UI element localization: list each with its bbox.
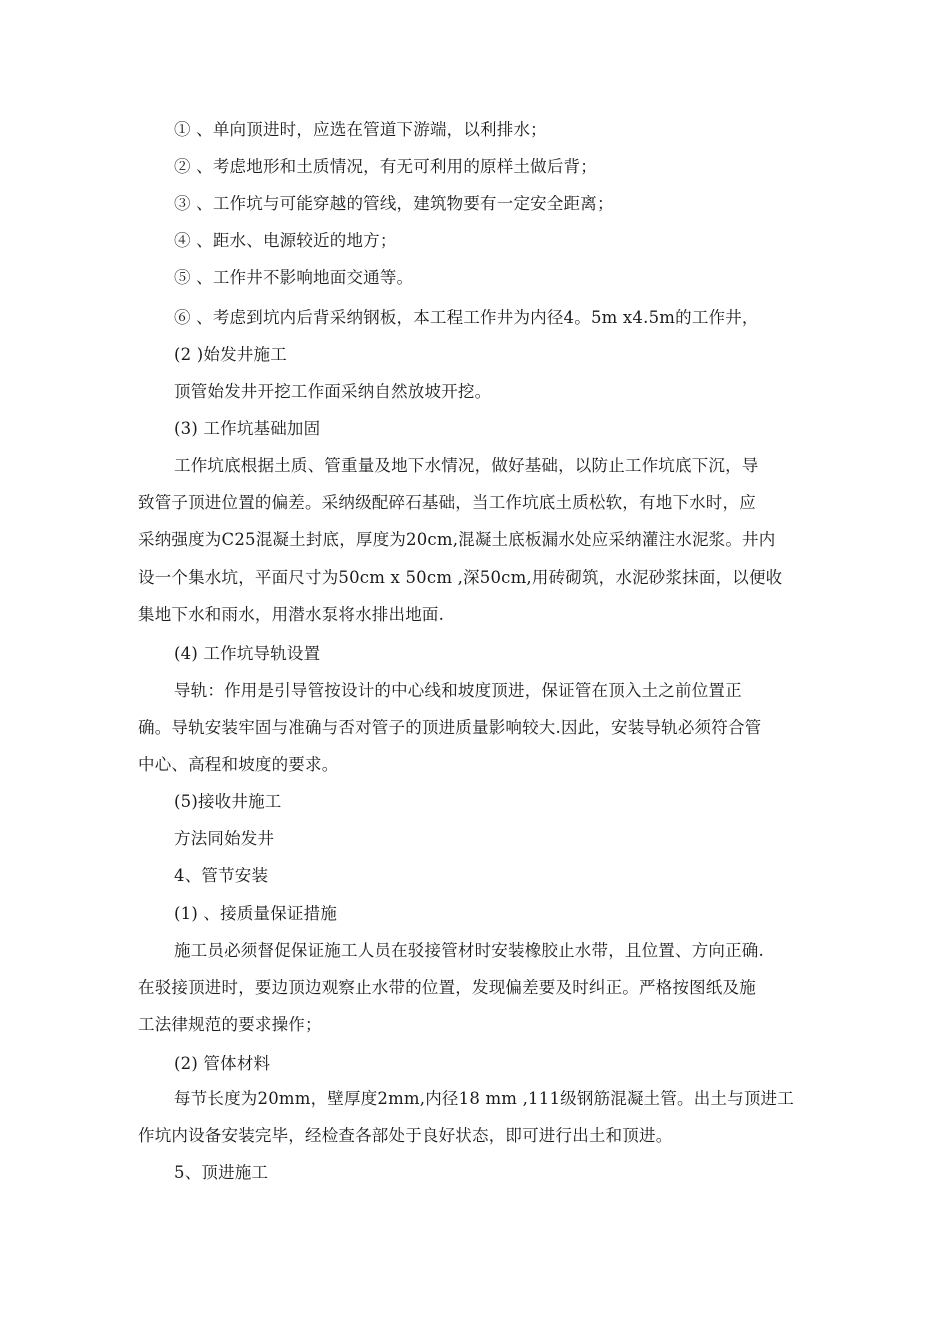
paragraph-line: 设一个集水坑，平面尺寸为50cm x 50cm ,深50cm,用砖砌筑，水泥砂浆抹面，以便收: [138, 568, 783, 587]
paragraph-line: 每节长度为20mm，壁厚度2mm,内径18 mm ,111级钢筋混凝土管。出土与顶进工: [174, 1089, 794, 1108]
paragraph-line: 施工员必须督促保证施工人员在驳接管材时安装橡胶止水带，且位置、方向正确.: [174, 941, 764, 960]
paragraph-line: 方法同始发井: [174, 829, 275, 848]
list-item-6: ⑥ 、考虑到坑内后背采纳钢板，本工程工作井为内径4。5m x4.5m的工作井，: [174, 308, 759, 327]
paragraph-line: 工作坑底根据土质、管重量及地下水情况，做好基础，以防止工作坑底下沉，导: [174, 456, 759, 475]
section-heading-5: (5)接收井施工: [174, 792, 282, 811]
list-item-1: ① 、单向顶进时，应选在管道下游端，以利排水；: [174, 120, 547, 139]
paragraph-line: 工法律规范的要求操作；: [138, 1015, 322, 1034]
paragraph-line: 中心、高程和坡度的要求。: [138, 755, 339, 774]
paragraph-line: 在驳接顶进时，要边顶边观察止水带的位置，发现偏差要及时纠正。严格按图纸及施: [138, 978, 756, 997]
section-heading-2b: (2) 管体材料: [174, 1054, 271, 1073]
paragraph-line: 导轨：作用是引导管按设计的中心线和坡度顶进，保证管在顶入土之前位置正: [174, 681, 742, 700]
section-heading-5-main: 5、顶进施工: [174, 1163, 269, 1182]
paragraph-line: 顶管始发井开挖工作面采纳自然放坡开挖。: [174, 382, 492, 401]
section-heading-2: (2 )始发井施工: [174, 345, 287, 364]
section-heading-1: (1) 、接质量保证措施: [174, 904, 338, 923]
list-item-2: ② 、考虑地形和土质情况，有无可利用的原样土做后背；: [174, 157, 597, 176]
list-item-3: ③ 、工作坑与可能穿越的管线，建筑物要有一定安全距离；: [174, 194, 614, 213]
list-item-5: ⑤ 、工作井不影响地面交通等。: [174, 268, 414, 287]
paragraph-line: 致管子顶进位置的偏差。采纳级配碎石基础，当工作坑底土质松软，有地下水时，应: [138, 493, 756, 512]
paragraph-line: 采纳强度为C25混凝土封底，厚度为20cm,混凝土底板漏水处应采纳灌注水泥浆。井内: [138, 530, 776, 549]
list-item-4: ④ 、距水、电源较近的地方；: [174, 231, 397, 250]
section-heading-3: (3) 工作坑基础加固: [174, 419, 321, 438]
section-heading-4: (4) 工作坑导轨设置: [174, 644, 321, 663]
paragraph-line: 集地下水和雨水，用潜水泵将水排出地面.: [138, 605, 445, 624]
paragraph-line: 确。导轨安装牢固与准确与否对管子的顶进质量影响较大.因此，安装导轨必须符合管: [138, 718, 762, 737]
section-heading-4-main: 4、管节安装: [174, 866, 269, 885]
paragraph-line: 作坑内设备安装完毕，经检查各部处于良好状态，即可进行出土和顶进。: [138, 1126, 673, 1145]
